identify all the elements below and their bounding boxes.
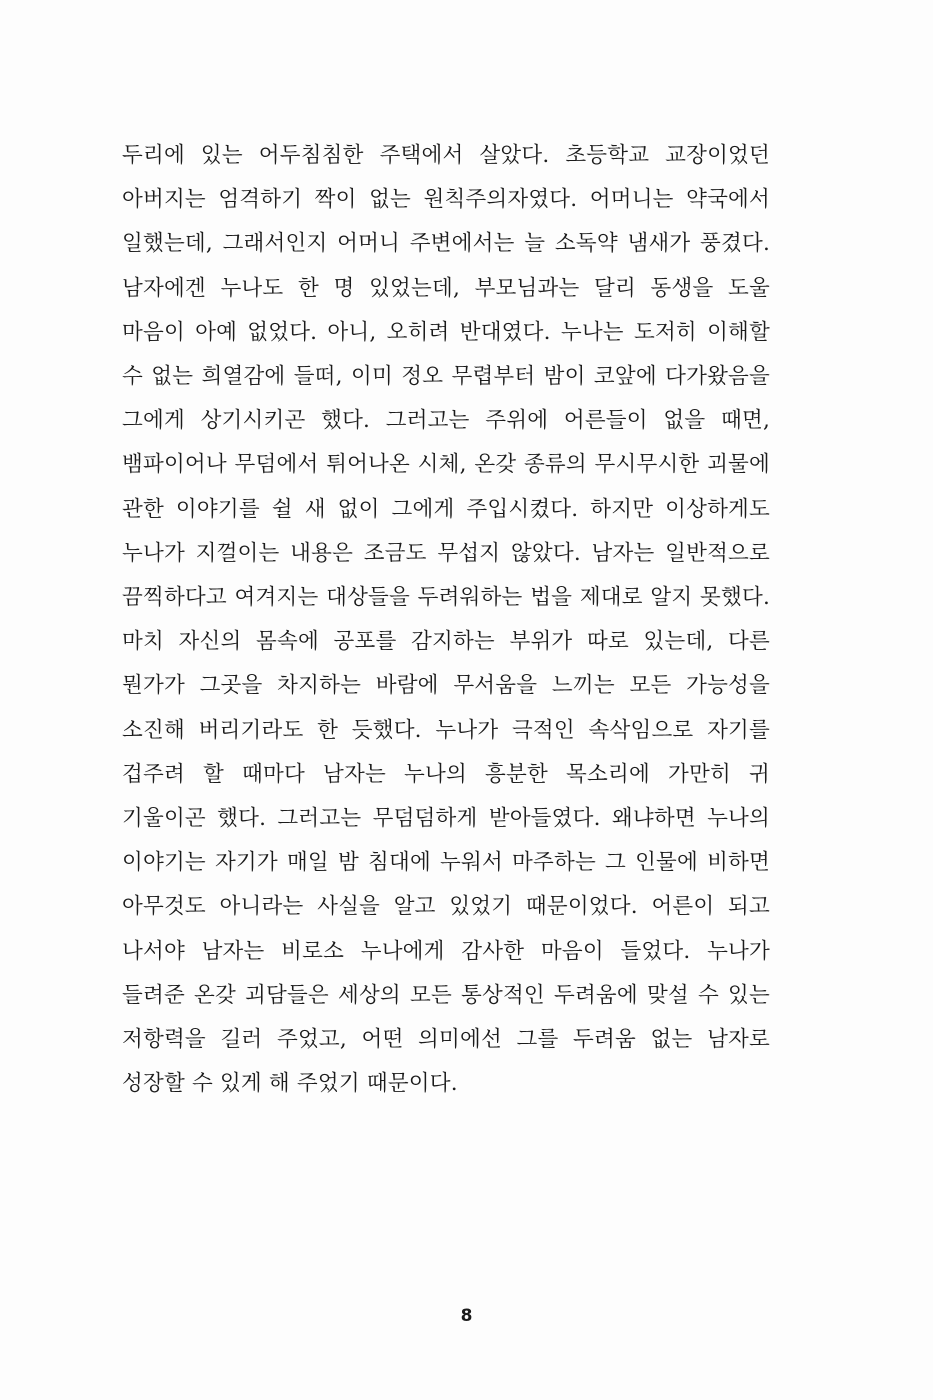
body-text-column [122, 134, 770, 1106]
body-paragraph: 두리에 있는 어두침침한 주택에서 살았다. 초등학교 교장이었던 아버지는 엄격하기 짝이 없는 원칙주의자였다. 어머니는 약국에서 일했는데, 그래서인지 어머니 주변에서는 늘 소독약 냄새가 풍겼다. 남자에겐 누나도 한 명 있었는데, 부모님과는 달리 동생을 도울 마음이 아예 없었다. 아니, 오히려 반대였다. 누나는 도저히 이해할 수 없는 희열감에 들떠, 이미 정오 무렵부터 밤이 코앞에 다가왔음을 그에게 상기시키곤 했다. 그러고는 주위에 어른들이 없을 때면, 뱀파이어나 무덤에서 튀어나온 시체, 온갖 종류의 무시무시한 괴물에 관한 이야기를 쉴 새 없이 그에게 주입시켰다. 하지만 이상하게도 누나가 지껄이는 내용은 조금도 무섭지 않았다. 남자는 일반적으로 끔찍하다고 여겨지는 대상들을 두려워하는 법을 제대로 알지 못했다. 마치 자신의 몸속에 공포를 감지하는 부위가 따로 있는데, 다른 뭔가가 그곳을 차지하는 바람에 무서움을 느끼는 모든 가능성을 소진해 버리기라도 한 듯했다. 누나가 극적인 속삭임으로 자기를 겁주려 할 때마다 남자는 누나의 흥분한 목소리에 가만히 귀 기울이곤 했다. 그러고는 무덤덤하게 받아들였다. 왜냐하면 누나의 이야기는 자기가 매일 밤 침대에 누워서 마주하는 그 인물에 비하면 아무것도 아니라는 사실을 알고 있었기 때문이었다. 어른이 되고 나서야 남자는 비로소 누나에게 감사한 마음이 들었다. 누나가 들려준 온갖 괴담들은 세상의 모든 통상적인 두려움에 맞설 수 있는 저항력을 길러 주었고, 어떤 의미에선 그를 두려움 없는 남자로 성장할 수 있게 해 주었기 때문이다. [122, 143, 770, 1097]
page-number: 8 [460, 1306, 473, 1326]
